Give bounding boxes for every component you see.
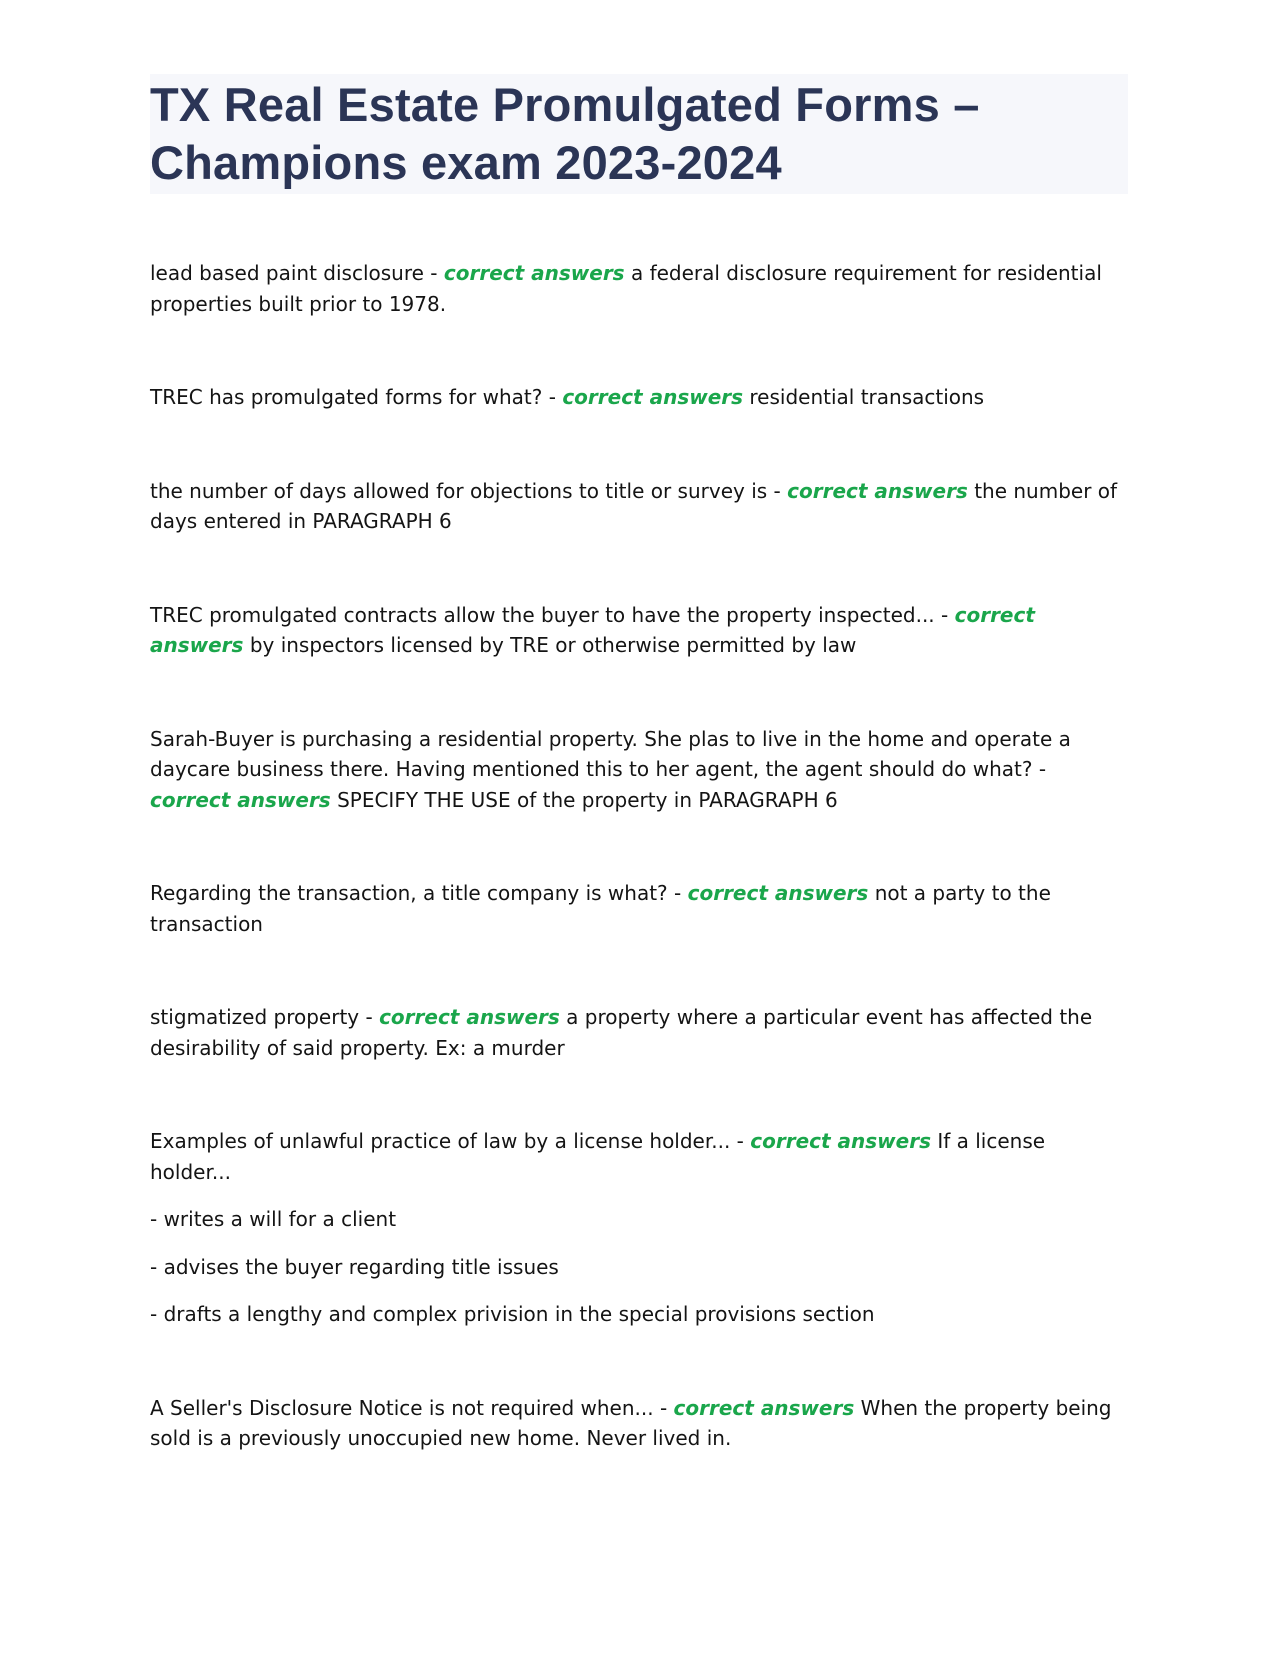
separator: - [653,1395,674,1420]
answer-text: a property where a particular event has affected the desirability of said property. Ex: a murder [150,1005,1093,1060]
list-item: - advises the buyer regarding title issues [150,1254,559,1279]
separator: - [423,261,444,285]
answer-marker: correct answers [379,1005,560,1029]
answer-text: not a party to the transaction [150,881,1051,936]
answer-marker: correct answers [150,787,331,812]
separator: - [542,385,563,409]
answer-text: If a license holder... [150,1129,1046,1184]
list-item: - drafts a lengthy and complex privision in the special provisions section [150,1302,875,1326]
separator: - [934,602,955,627]
question-text: Sarah-Buyer is purchasing a residential property. She plas to live in the home and operate a daycare business there. Having mentioned this to her agent, the agent should do what? [150,726,1071,781]
question-text: lead based paint disclosure [150,261,424,285]
title-banner [150,74,1128,194]
question-text: TREC promulgated contracts allow the buyer to have the property inspected... [150,602,935,627]
answer-marker: correct answers [787,478,968,503]
qa-item [150,600,1128,661]
qa-item [150,382,1128,413]
answer-marker: correct answers [750,1129,931,1153]
document-page [150,74,1128,1517]
separator: - [730,1129,751,1153]
separator: - [767,478,788,503]
question-text: TREC has promulgated forms for what? [150,385,543,409]
answer-marker: correct answers [150,602,1035,657]
qa-list [150,258,1128,1454]
question-text: Regarding the transaction, a title company is what? [150,881,668,905]
separator: - [1032,757,1047,781]
qa-item [150,878,1128,939]
answer-marker: correct answers [562,385,744,409]
page-title: TX Real Estate Promulgated Forms – Champions exam 2023-2024 [150,78,980,189]
question-text: A Seller's Disclosure Notice is not required when... [150,1395,654,1420]
answer-text: residential transactions [749,385,985,409]
answer-marker: correct answers [673,1395,855,1420]
qa-item [150,258,1128,319]
separator: - [359,1005,380,1029]
answer-marker: correct answers [687,881,869,905]
qa-item [150,724,1128,816]
answer-text: the number of days entered in PARAGRAPH 6 [150,478,1118,533]
list-item: - writes a will for a client [150,1207,397,1231]
answer-text: SPECIFY THE USE of the property in PARAGRAPH 6 [337,787,838,812]
question-text: Examples of unlawful practice of law by a license holder... [150,1129,731,1153]
answer-text: by inspectors licensed by TRE or otherwise permitted by law [249,633,857,657]
question-text: the number of days allowed for objections to title or survey is [150,478,768,503]
qa-item [150,1126,1128,1187]
answer-text: When the property being sold is a previously unoccupied new home. Never lived in. [150,1395,1112,1450]
answer-text: a federal disclosure requirement for residential properties built prior to 1978. [150,261,1102,316]
answer-marker: correct answers [443,261,625,285]
qa-item [150,476,1128,537]
qa-item [150,1393,1128,1454]
separator: - [667,881,688,905]
qa-item [150,1002,1128,1063]
question-text: stigmatized property [150,1005,360,1029]
